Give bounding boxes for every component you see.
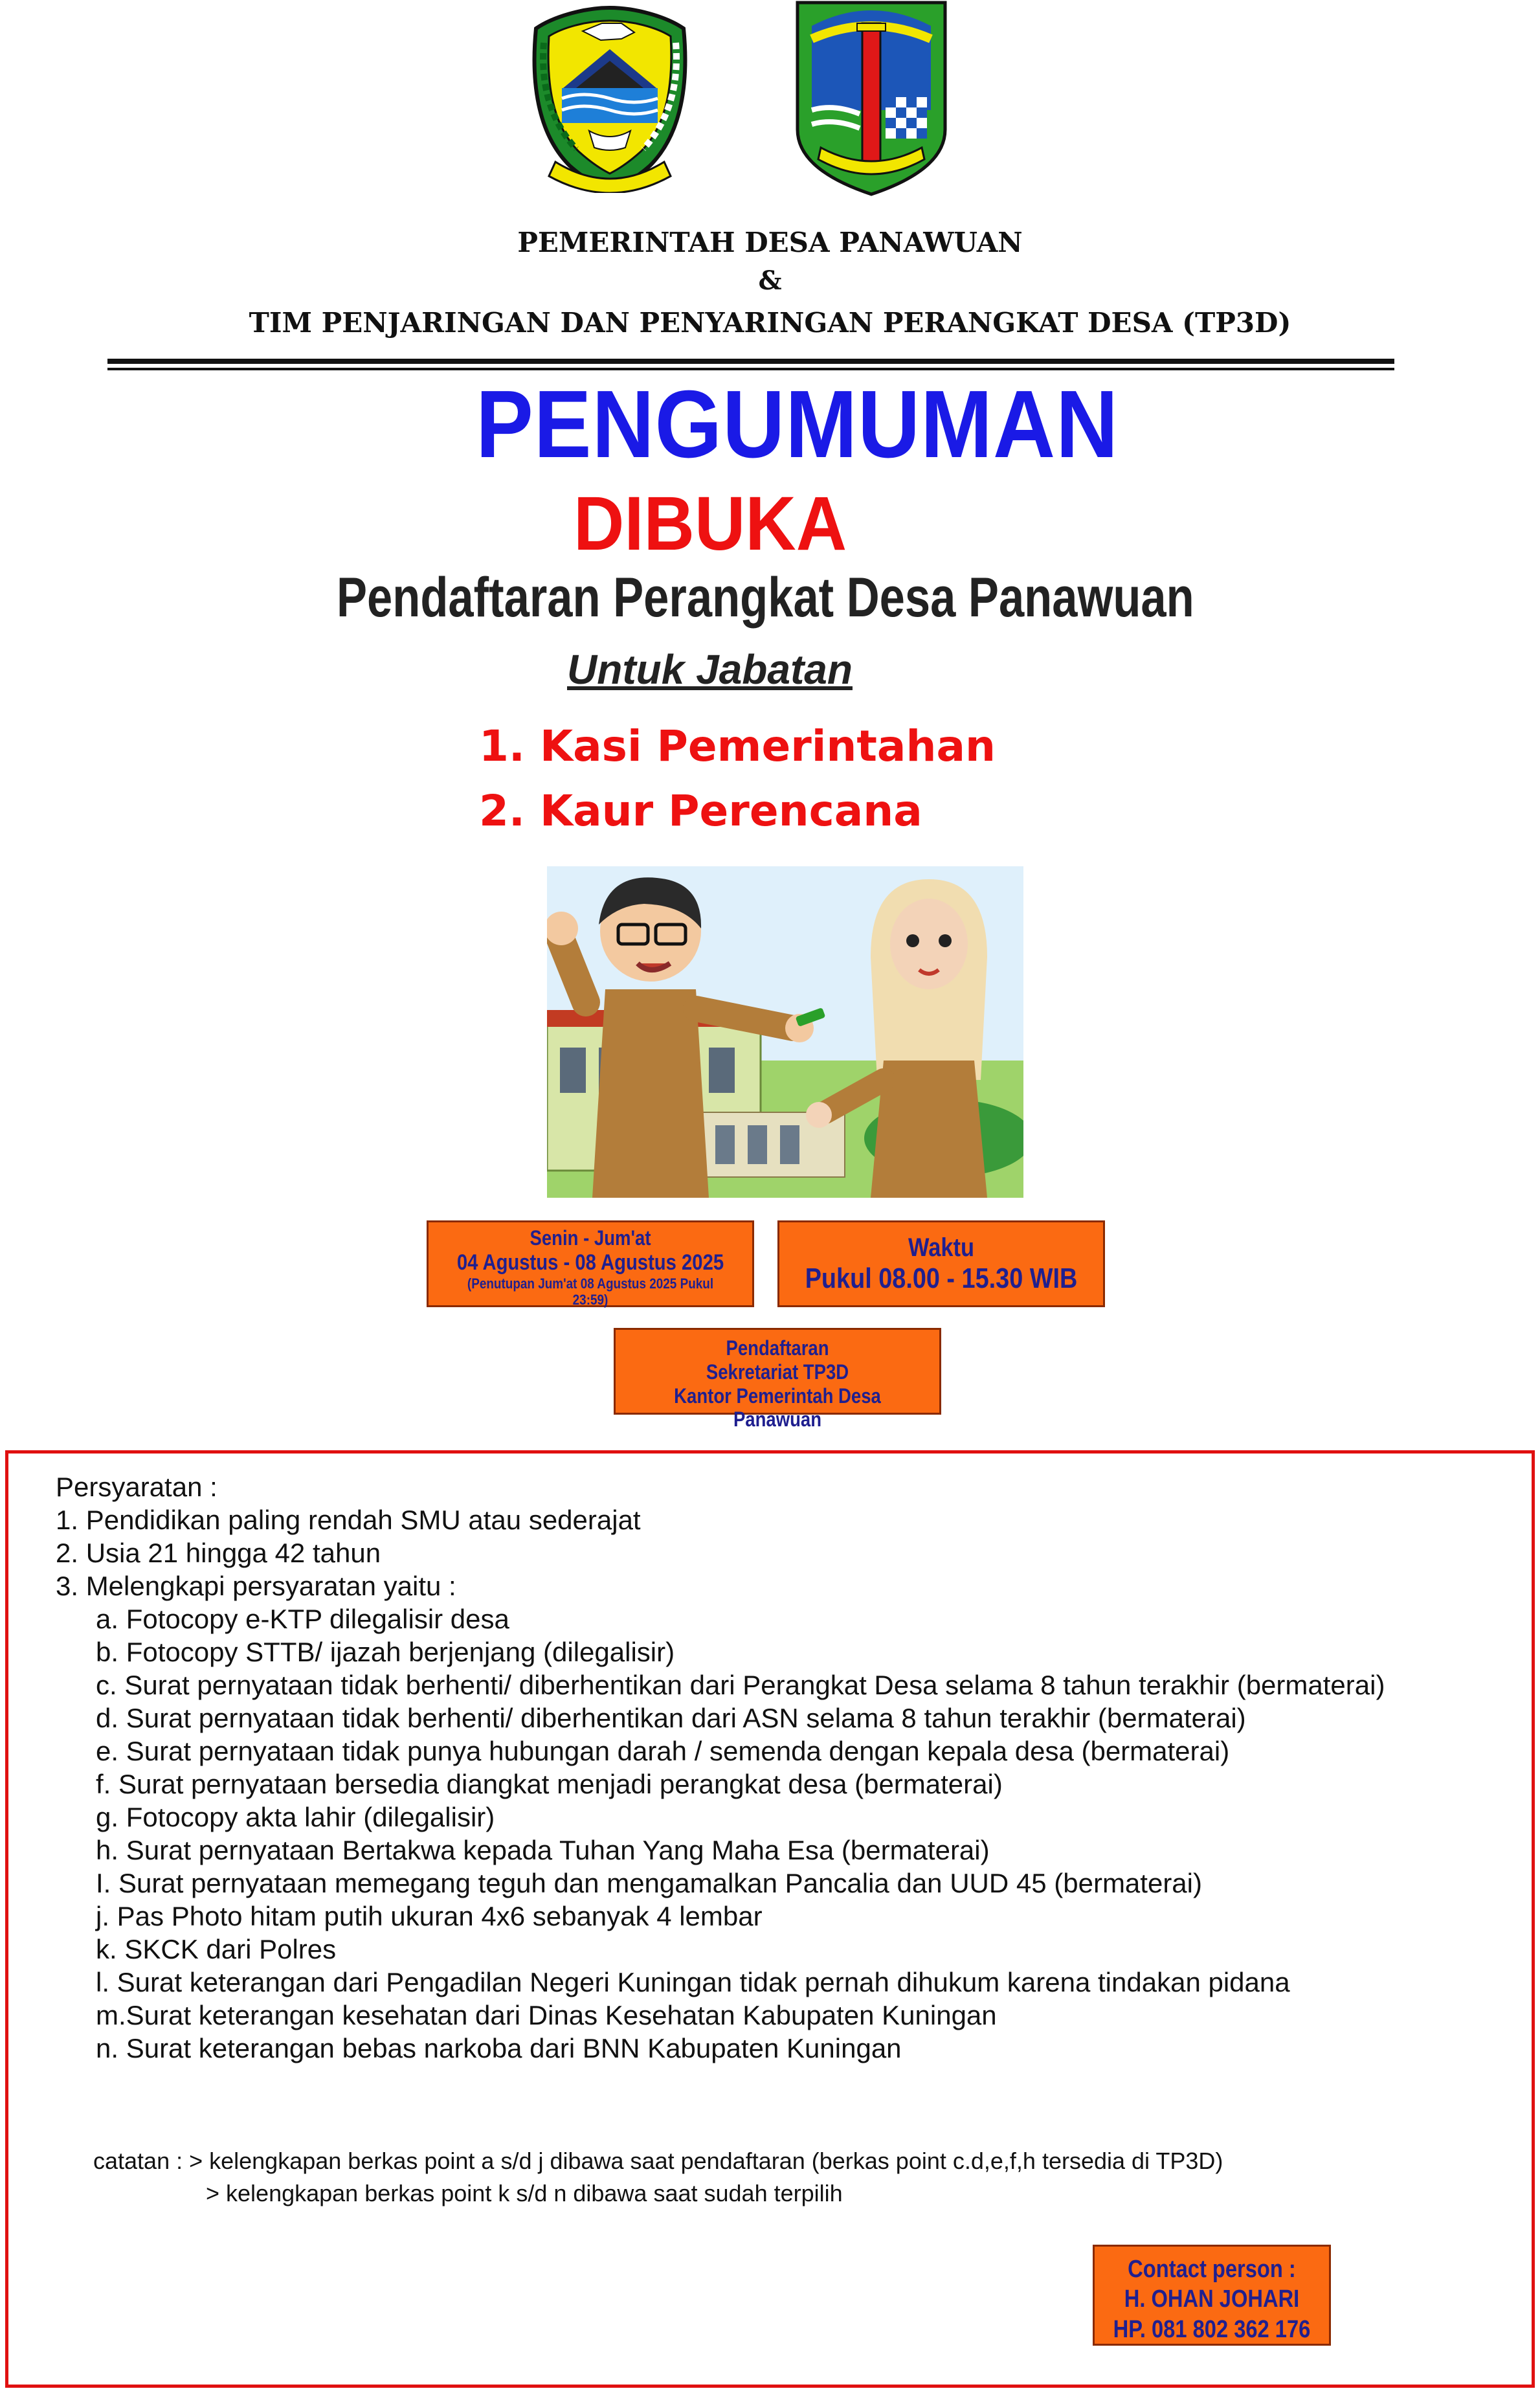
- header-ampersand: &: [758, 265, 782, 296]
- schedule-time-value: Pukul 08.00 - 15.30 WIB: [805, 1263, 1078, 1294]
- contact-phone: HP. 081 802 362 176: [1113, 2315, 1311, 2343]
- kuningan-regency-emblem-icon: [524, 4, 695, 193]
- requirement-sub-item: g. Fotocopy akta lahir (dilegalisir): [96, 1802, 495, 1832]
- position-item: 1. Kasi Pemerintahan: [479, 721, 996, 771]
- note-line-2: > kelengkapan berkas point k s/d n dibawa saat sudah terpilih: [206, 2180, 843, 2206]
- requirement-sub-item: l. Surat keterangan dari Pengadilan Negeri Kuningan tidak pernah dihukum karena tindakan pidana: [96, 1967, 1290, 1997]
- requirement-sub-item: a. Fotocopy e-KTP dilegalisir desa: [96, 1604, 509, 1634]
- requirement-sub-item: I. Surat pernyataan memegang teguh dan mengamalkan Pancalia dan UUD 45 (bermaterai): [96, 1868, 1202, 1898]
- schedule-closing: (Penutupan Jum'at 08 Agustus 2025 Pukul 23:59): [467, 1275, 714, 1308]
- schedule-time-box: [777, 1220, 1105, 1307]
- requirement-sub-item: j. Pas Photo hitam putih ukuran 4x6 sebanyak 4 lembar: [96, 1901, 763, 1931]
- registration-place-2: Kantor Pemerintah Desa Panawuan: [674, 1384, 881, 1431]
- requirement-sub-item: e. Surat pernyataan tidak punya hubungan darah / semenda dengan kepala desa (bermaterai): [96, 1736, 1230, 1766]
- requirement-item: 1. Pendidikan paling rendah SMU atau sederajat: [56, 1505, 641, 1535]
- header-line-1: PEMERINTAH DESA PANAWUAN: [517, 227, 1023, 258]
- announcement-title: PENGUMUMAN: [476, 371, 1119, 478]
- registration-location-box: [614, 1328, 941, 1431]
- requirement-sub-item: n. Surat keterangan bebas narkoba dari BNN Kabupaten Kuningan: [96, 2033, 902, 2063]
- requirement-sub-item: c. Surat pernyataan tidak berhenti/ diberhentikan dari Perangkat Desa selama 8 tahun terakhir (bermaterai): [96, 1670, 1385, 1700]
- contact-label: Contact person :: [1128, 2256, 1296, 2283]
- village-officials-illustration: [547, 866, 1023, 1198]
- position-item: 2. Kaur Perencana: [479, 786, 922, 836]
- schedule-dates: 04 Agustus - 08 Agustus 2025: [456, 1250, 724, 1275]
- requirement-sub-item: b. Fotocopy STTB/ ijazah berjenjang (dilegalisir): [96, 1637, 675, 1667]
- header-rule-thin: [107, 368, 1394, 370]
- requirement-item: 3. Melengkapi persyaratan yaitu :: [56, 1571, 456, 1601]
- requirement-item: 2. Usia 21 hingga 42 tahun: [56, 1538, 381, 1568]
- requirement-sub-item: d. Surat pernyataan tidak berhenti/ diberhentikan dari ASN selama 8 tahun terakhir (bermaterai): [96, 1703, 1246, 1733]
- schedule-days: Senin - Jum'at: [530, 1226, 651, 1250]
- requirement-sub-item: h. Surat pernyataan Bertakwa kepada Tuhan Yang Maha Esa (bermaterai): [96, 1835, 990, 1865]
- requirements-heading: Persyaratan :: [56, 1472, 218, 1502]
- requirement-sub-item: f. Surat pernyataan bersedia diangkat menjadi perangkat desa (bermaterai): [96, 1769, 1003, 1799]
- header-rule-thick: [107, 359, 1394, 364]
- registration-subtitle: Pendaftaran Perangkat Desa Panawuan: [337, 567, 1194, 629]
- registration-title: Pendaftaran: [726, 1336, 829, 1360]
- contact-person-box: [1093, 2245, 1331, 2346]
- contact-name: H. OHAN JOHARI: [1124, 2285, 1300, 2313]
- position-heading: Untuk Jabatan: [567, 646, 853, 693]
- requirement-sub-item: k. SKCK dari Polres: [96, 1934, 337, 1964]
- schedule-days-box: [427, 1220, 754, 1307]
- registration-place-1: Sekretariat TP3D: [706, 1360, 849, 1384]
- note-line-1: catatan : > kelengkapan berkas point a s/d j dibawa saat pendaftaran (berkas point c.d,e,f,h tersedia di TP3D): [93, 2148, 1223, 2174]
- schedule-time-title: Waktu: [908, 1233, 974, 1262]
- panawuan-village-emblem-icon: [795, 0, 948, 197]
- header-line-3: TIM PENJARINGAN DAN PENYARINGAN PERANGKAT DESA (TP3D): [249, 307, 1291, 339]
- requirement-sub-item: m.Surat keterangan kesehatan dari Dinas Kesehatan Kabupaten Kuningan: [96, 2000, 997, 2030]
- opened-title: DIBUKA: [574, 481, 847, 567]
